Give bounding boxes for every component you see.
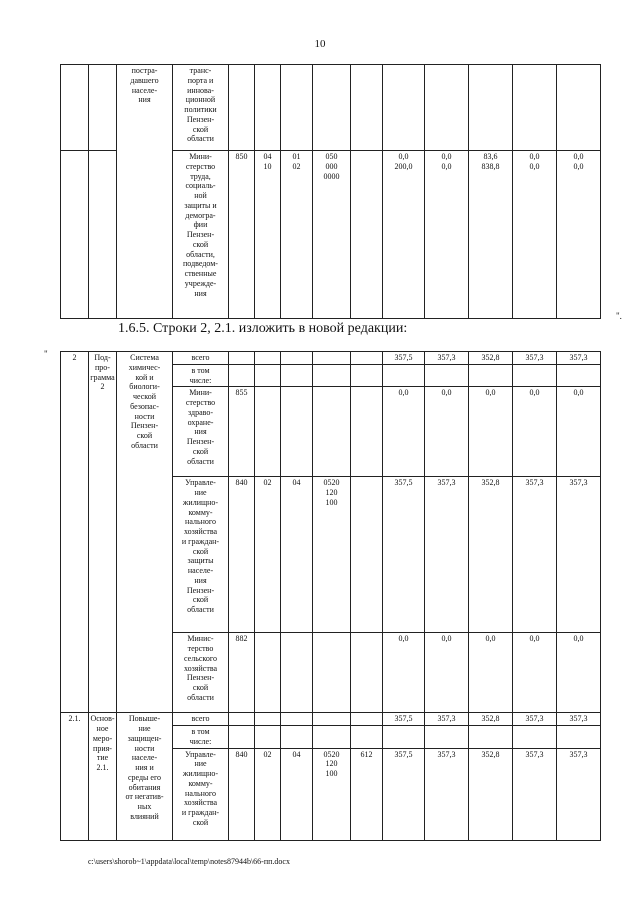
table-cell: всего xyxy=(173,352,229,365)
table-cell: Минис- терство сельского хозяйства Пензен- ской области xyxy=(173,633,229,713)
closing-quote: ". xyxy=(616,311,622,321)
page-number: 10 xyxy=(314,38,326,50)
table-cell: 0520 120 100 xyxy=(313,477,351,633)
table-cell: 357,3 xyxy=(425,713,469,726)
table-cell: Система химичес- кой и биологи- ческой безопас- ности Пензен- ской области xyxy=(117,352,173,713)
table-cell: 357,3 xyxy=(513,352,557,365)
table-cell: 04 xyxy=(281,748,313,840)
table-cell: 357,3 xyxy=(557,748,601,840)
table-cell xyxy=(351,151,383,319)
table-cell: 357,3 xyxy=(513,477,557,633)
table-cell: 840 xyxy=(229,748,255,840)
table-cell: Мини- стерство труда, социаль- ной защиты и демогра- фии Пензен- ской области, подведом- ственные учрежде- ния xyxy=(173,151,229,319)
table-cell: 357,3 xyxy=(557,713,601,726)
table-cell: 357,5 xyxy=(383,477,425,633)
table-cell: 352,8 xyxy=(469,713,513,726)
table-cell: 0,0 xyxy=(469,387,513,477)
table-cell: 357,3 xyxy=(425,477,469,633)
table-cell: 0,0 200,0 xyxy=(383,151,425,319)
table-cell: 357,3 xyxy=(557,477,601,633)
table-cell: 357,5 xyxy=(383,748,425,840)
table-cell: 0,0 0,0 xyxy=(557,151,601,319)
table-cell: Основ- ное меро- прия- тие 2.1. xyxy=(89,713,117,840)
table-cell: 0,0 xyxy=(469,633,513,713)
table-cell: 0,0 xyxy=(425,387,469,477)
table-cell: в том числе: xyxy=(173,726,229,749)
table-cell: 83,6 838,8 xyxy=(469,151,513,319)
table-cell: Управле- ние жилищно- комму- нального хозяйства и граждан- ской xyxy=(173,748,229,840)
table-cell: 01 02 xyxy=(281,151,313,319)
table-cell: 0520 120 100 xyxy=(313,748,351,840)
table-cell: 2 xyxy=(61,352,89,713)
table-cell: 0,0 xyxy=(513,387,557,477)
table-cell: 612 xyxy=(351,748,383,840)
table-cell: 357,3 xyxy=(513,713,557,726)
table-cell: 357,3 xyxy=(513,748,557,840)
table-row xyxy=(61,352,601,365)
table-cell: 2.1. xyxy=(61,713,89,840)
table-cell: 050 000 0000 xyxy=(313,151,351,319)
table-cell: 04 xyxy=(281,477,313,633)
table-cell: 357,3 xyxy=(557,352,601,365)
table-cell: 0,0 xyxy=(425,633,469,713)
table-row xyxy=(61,65,601,151)
table-cell: 352,8 xyxy=(469,352,513,365)
table-cell: 0,0 0,0 xyxy=(513,151,557,319)
budget-table-continued xyxy=(60,64,601,319)
table-row xyxy=(61,713,601,726)
table-cell: 850 xyxy=(229,151,255,319)
table-cell: 02 xyxy=(255,748,281,840)
table-cell: 357,5 xyxy=(383,352,425,365)
table-cell: 0,0 xyxy=(557,633,601,713)
table-cell: транс- порта и иннова- ционной политики Пензен- ской области xyxy=(173,65,229,151)
table-cell: 840 xyxy=(229,477,255,633)
table-cell: Повыше- ние защищен- ности населе- ния и среды его обитания от негатив- ных влияний xyxy=(117,713,173,840)
table-cell: 357,3 xyxy=(425,352,469,365)
table-cell: 0,0 xyxy=(513,633,557,713)
opening-quote: " xyxy=(44,349,48,359)
table-cell: 855 xyxy=(229,387,255,477)
table-cell: Мини- стерство здраво- охране- ния Пензен- ской области xyxy=(173,387,229,477)
table-cell: 04 10 xyxy=(255,151,281,319)
table-cell: в том числе: xyxy=(173,364,229,387)
table-cell: Управле- ние жилищно- комму- нального хозяйства и граждан- ской защиты населе- ния Пензен- ской области xyxy=(173,477,229,633)
table-cell: всего xyxy=(173,713,229,726)
section-heading: 1.6.5. Строки 2, 2.1. изложить в новой редакции: xyxy=(118,321,408,336)
budget-table-new xyxy=(60,351,601,841)
table-cell: 0,0 0,0 xyxy=(425,151,469,319)
table-cell: 357,5 xyxy=(383,713,425,726)
table-cell: 357,3 xyxy=(425,748,469,840)
table-cell: Под- про- грамма 2 xyxy=(89,352,117,713)
table-cell: 352,8 xyxy=(469,748,513,840)
table-cell: 0,0 xyxy=(383,633,425,713)
table-cell: 352,8 xyxy=(469,477,513,633)
table-cell: 0,0 xyxy=(557,387,601,477)
table-cell: 0,0 xyxy=(383,387,425,477)
table-cell: 882 xyxy=(229,633,255,713)
table-cell: 02 xyxy=(255,477,281,633)
file-path-footer: c:\users\shorob~1\appdata\local\temp\notes87944b\66-пп.docx xyxy=(88,857,290,866)
table-cell: постра- давшего населе- ния xyxy=(117,65,173,319)
